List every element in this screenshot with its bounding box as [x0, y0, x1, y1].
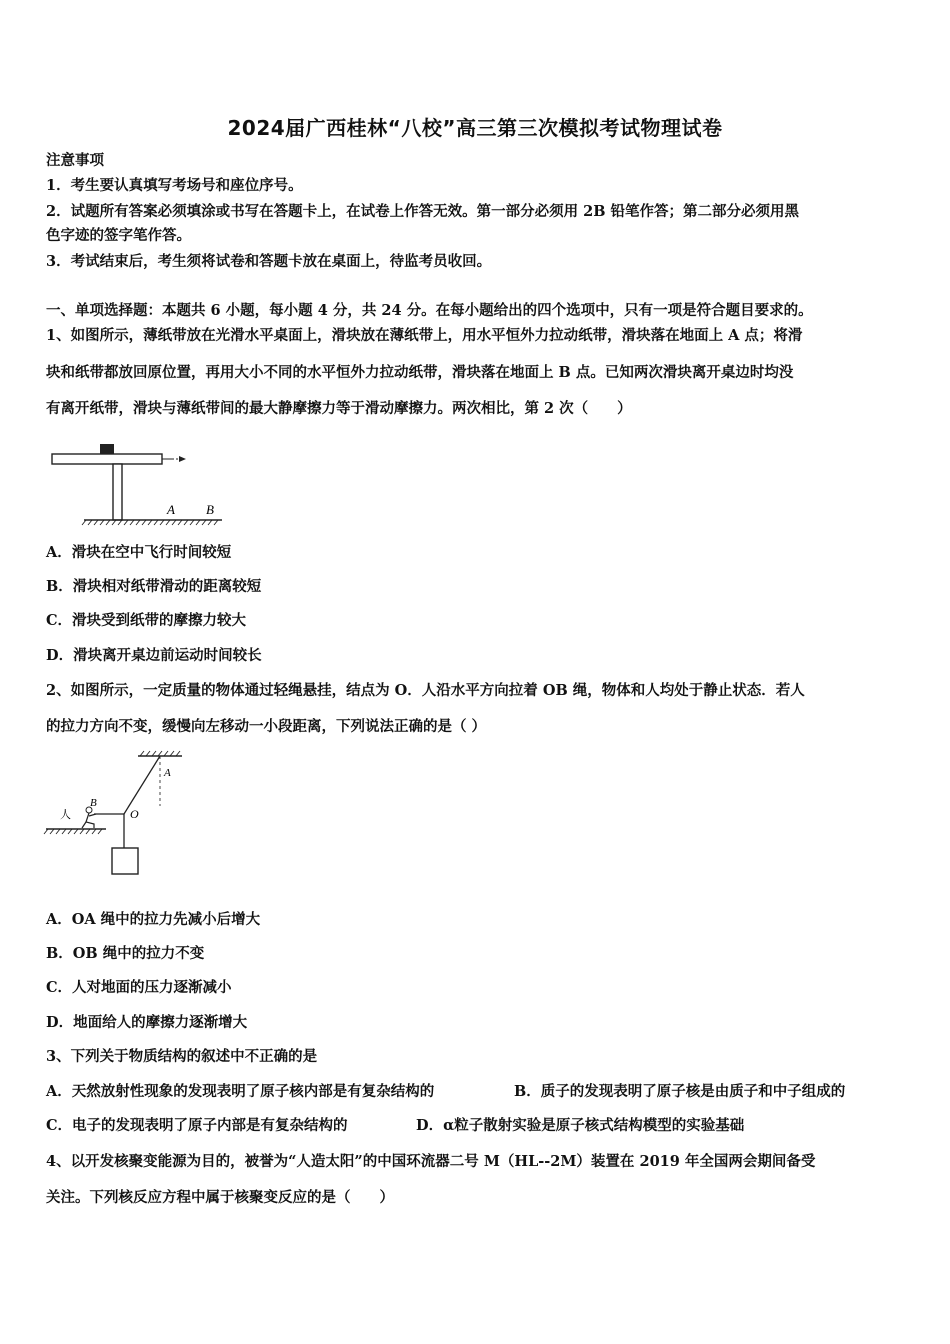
q3-option-c: C．电子的发现表明了原子内部是有复杂结构的	[46, 1117, 348, 1134]
q2-stem-line: 的拉力方向不变，缓慢向左移动一小段距离，下列说法正确的是（ ）	[46, 718, 487, 735]
q2-option-a: A．OA 绳中的拉力先减小后增大	[46, 911, 261, 928]
section-heading: 一、单项选择题：本题共 6 小题，每小题 4 分，共 24 分。在每小题给出的四个选项中，只有一项是符合题目要求的。	[46, 302, 813, 319]
notice-item: 色字迹的签字笔作答。	[46, 227, 191, 244]
q2-label-b: B	[90, 797, 97, 809]
q1-option-c: C．滑块受到纸带的摩擦力较大	[46, 612, 247, 629]
q1-stem-line: 1、如图所示，薄纸带放在光滑水平桌面上，滑块放在薄纸带上，用水平恒外力拉动纸带，滑块落在地面上 A 点；将滑	[46, 327, 803, 344]
q1-figure	[46, 436, 236, 532]
page-title: 2024届广西桂林“八校”高三第三次模拟考试物理试卷	[227, 116, 723, 140]
q4-stem-line: 4、以开发核聚变能源为目的，被誉为“人造太阳”的中国环流器二号 M（HL--2M）装置在 2019 年全国两会期间备受	[46, 1153, 816, 1170]
notice-item: 2．试题所有答案必须填涂或书写在答题卡上，在试卷上作答无效。第一部分必须用 2B 铅笔作答；第二部分必须用黑	[46, 203, 800, 220]
q2-label-o: O	[130, 807, 139, 821]
q2-option-b: B．OB 绳中的拉力不变	[46, 945, 205, 962]
q2-option-c: C．人对地面的压力逐渐减小	[46, 979, 232, 996]
q1-option-a: A．滑块在空中飞行时间较短	[46, 544, 232, 561]
q2-stem-line: 2、如图所示，一定质量的物体通过轻绳悬挂，结点为 O．人沿水平方向拉着 OB 绳，物体和人均处于静止状态．若人	[46, 682, 805, 699]
q1-option-b: B．滑块相对纸带滑动的距离较短	[46, 578, 262, 595]
q4-stem-line: 关注。下列核反应方程中属于核聚变反应的是（ ）	[46, 1189, 394, 1206]
q1-stem-line: 有离开纸带，滑块与薄纸带间的最大静摩擦力等于滑动摩擦力。两次相比，第 2 次（ ）	[46, 400, 632, 417]
notice-heading: 注意事项	[46, 152, 104, 169]
notice-item: 1．考生要认真填写考场号和座位序号。	[46, 177, 303, 194]
q1-label-b: B	[206, 502, 214, 517]
notice-item: 3．考试结束后，考生须将试卷和答题卡放在桌面上，待监考员收回。	[46, 253, 492, 270]
q1-option-d: D．滑块离开桌边前运动时间较长	[46, 647, 262, 664]
q2-figure	[42, 748, 202, 882]
q3-option-a: A．天然放射性现象的发现表明了原子核内部是有复杂结构的	[46, 1083, 435, 1100]
q3-stem: 3、下列关于物质结构的叙述中不正确的是	[46, 1048, 318, 1065]
q2-label-person: 人	[60, 808, 71, 821]
q3-option-d: D．α粒子散射实验是原子核式结构模型的实验基础	[416, 1117, 745, 1134]
q3-option-b: B．质子的发现表明了原子核是由质子和中子组成的	[514, 1083, 846, 1100]
q1-label-a: A	[167, 502, 175, 517]
q1-stem-line: 块和纸带都放回原位置，再用大小不同的水平恒外力拉动纸带，滑块落在地面上 B 点。已知两次滑块离开桌边时均没	[46, 364, 794, 381]
q2-option-d: D．地面给人的摩擦力逐渐增大	[46, 1014, 248, 1031]
q2-label-a: A	[164, 767, 171, 779]
